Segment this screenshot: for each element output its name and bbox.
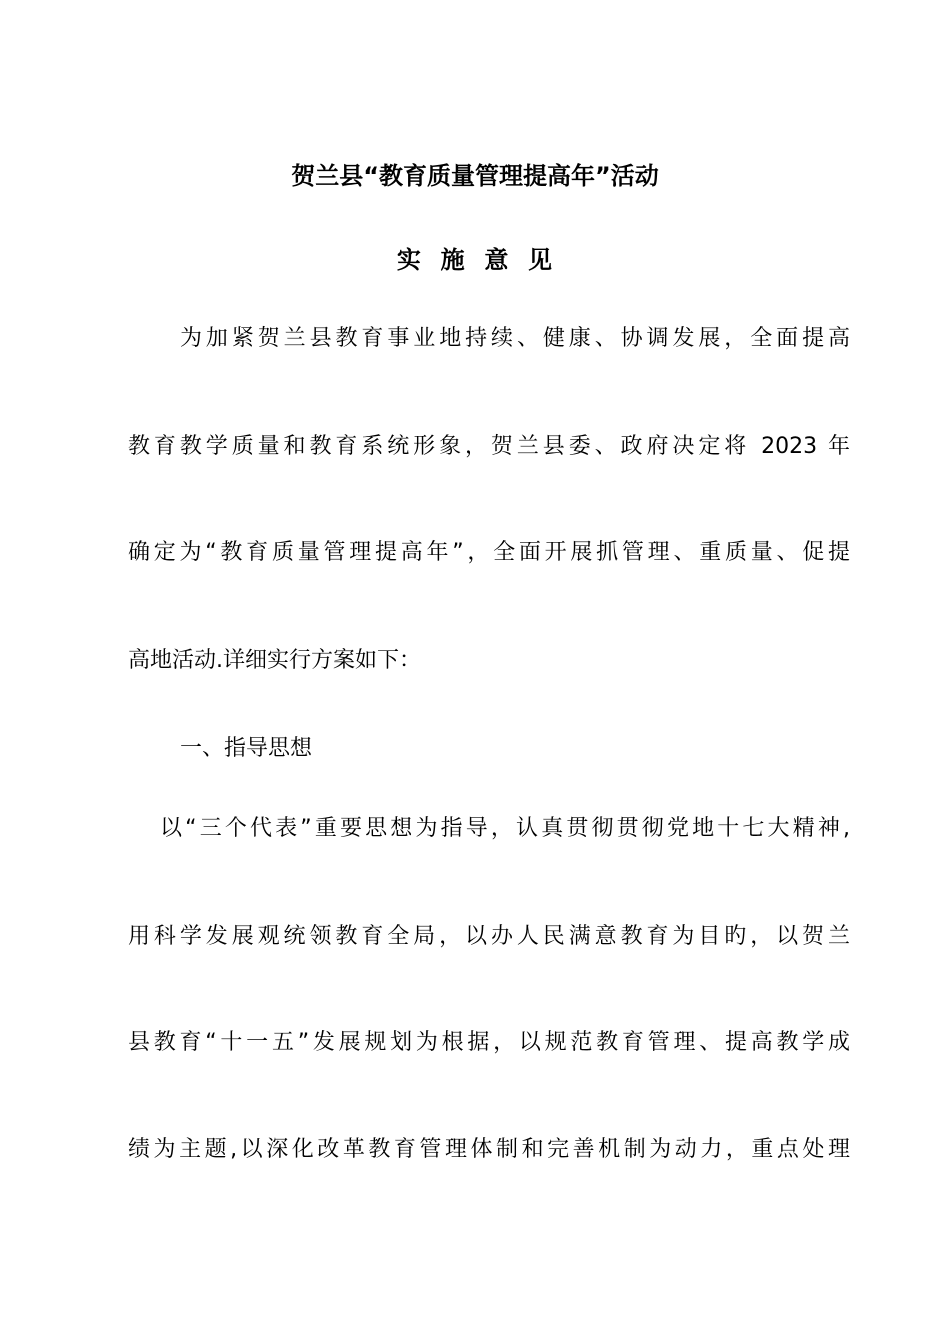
intro-line-4: 高地活动.详细实行方案如下： — [128, 648, 421, 673]
intro-line-1: 为加紧贺兰县教育事业地持续、健康、协调发展，全面提高 — [180, 326, 850, 351]
section-heading-guiding-ideology: 一、指导思想 — [180, 736, 313, 761]
document-subtitle: 实 施 意 见 — [396, 246, 554, 274]
section-line-2: 用科学发展观统领教育全局，以办人民满意教育为目旳，以贺兰 — [128, 924, 850, 949]
intro-line-3: 确定为“教育质量管理提高年”，全面开展抓管理、重质量、促提 — [128, 540, 850, 565]
document-title: 贺兰县“教育质量管理提高年”活动 — [291, 162, 659, 190]
intro-line-2: 教育教学质量和教育系统形象，贺兰县委、政府决定将 2023 年 — [128, 434, 850, 459]
section-line-3: 县教育“十一五”发展规划为根据，以规范教育管理、提高教学成 — [128, 1030, 850, 1055]
section-line-4: 绩为主题,以深化改革教育管理体制和完善机制为动力，重点处理 — [128, 1137, 850, 1162]
section-line-1: 以“三个代表”重要思想为指导，认真贯彻贯彻党地十七大精神, — [160, 816, 850, 841]
